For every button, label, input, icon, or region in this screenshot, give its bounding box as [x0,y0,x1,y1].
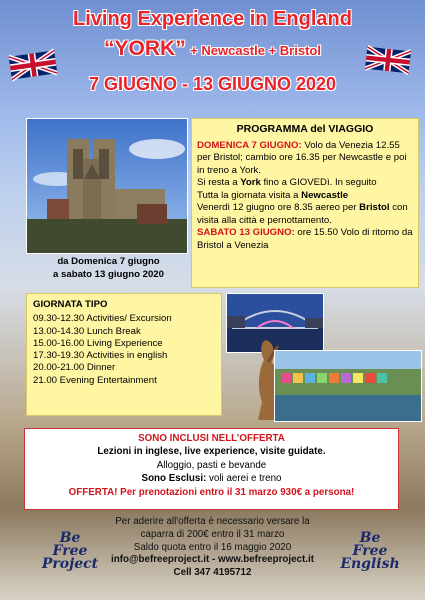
logo-text: Free [52,543,88,559]
day1-text: Venerdì 12 giugno ore 8.35 aereo per [197,202,360,213]
schedule-item: 09.30-12.30 Activities/ Excursion [33,313,172,325]
schedule-item: 13.00-14.30 Lunch Break [33,325,141,337]
esclusi-line [25,472,398,485]
befree-project-logo [40,532,100,571]
city-extra: + Newcastle + Bristol [190,43,321,58]
schedule-item: 15.00-16.00 Living Experience [33,337,163,349]
union-jack-flag-icon [365,44,412,76]
inclusi-line: Alloggio, pasti e bevande [156,459,267,471]
union-jack-flag-icon [8,47,58,83]
giornata-tipo-box [26,293,222,416]
photo-caption [26,255,191,281]
contact-email-web[interactable]: info@befreeproject.it - www.befreeproject.it [111,554,314,566]
footer-line: Per aderire all'offerta è necessario versare la [115,516,310,527]
programma-heading: PROGRAMMA del VIAGGIO [236,123,374,135]
day2-label: SABATO 13 GIUGNO: [197,227,295,238]
newcastle-label: Newcastle [301,189,349,201]
day2-text: ore 15.50 Volo di ritorno da Bristol a Venezia [197,227,413,251]
inclusi-heading: SONO INCLUSI NELL’OFFERTA [138,433,285,444]
giornata-heading: GIORNATA TIPO [33,299,108,310]
bristol-harbour-photo [274,350,422,422]
day1-text: Si resta a [197,177,241,188]
day1-text: Tutta la giornata visita a [197,189,302,201]
esclusi-label: Sono Esclusi: [141,473,207,485]
caption-line: da Domenica 7 giugno [57,256,160,267]
day1-label: DOMENICA 7 GIUGNO: [197,139,302,151]
logo-text: Be [59,530,81,546]
day1-text: fino a GIOVEDì. In seguito [260,177,377,188]
befree-english-logo [340,532,400,571]
footer-line: Saldo quota entro il 16 maggio 2020 [133,541,292,553]
york-minster-photo [26,118,188,254]
footer-line: caparra di 200€ entro il 31 marzo [140,528,285,540]
inclusi-box [24,428,399,510]
contact-phone: Cell 347 4195712 [173,567,252,579]
york-label: York [240,177,261,188]
logo-text: Be [359,530,381,546]
logo-text: Project [41,556,99,572]
trip-dates: 7 GIUGNO - 13 GIUGNO 2020 [88,74,337,94]
inclusi-line: Lezioni in inglese, live experience, visite guidate. [97,446,326,458]
page-title: Living Experience in England [73,8,352,30]
day1-text: con visita alla città e pernottamento. [197,202,408,226]
logo-text: Free [352,543,388,559]
bristol-label: Bristol [359,202,390,213]
subtitle-cities [0,37,425,61]
schedule-item: 17.30-19.30 Activities in english [33,350,168,362]
caption-line: a sabato 13 giugno 2020 [53,269,164,280]
schedule-item: 20.00-21.00 Dinner [33,362,116,374]
city-main: “YORK” [104,37,186,60]
programma-body [197,140,413,253]
schedule-item: 21.00 Evening Entertainment [33,374,157,386]
esclusi-text: voli aerei e treno [206,473,282,485]
logo-text: English [340,556,400,572]
day1-text: Volo da Venezia 12.55 per Bristol; cambio ore 16.35 per Newcastle e poi in treno a York. [197,139,407,176]
programma-box [191,118,419,288]
offerta-line: OFFERTA! Per prenotazioni entro il 31 marzo 930€ a persona! [68,486,355,498]
